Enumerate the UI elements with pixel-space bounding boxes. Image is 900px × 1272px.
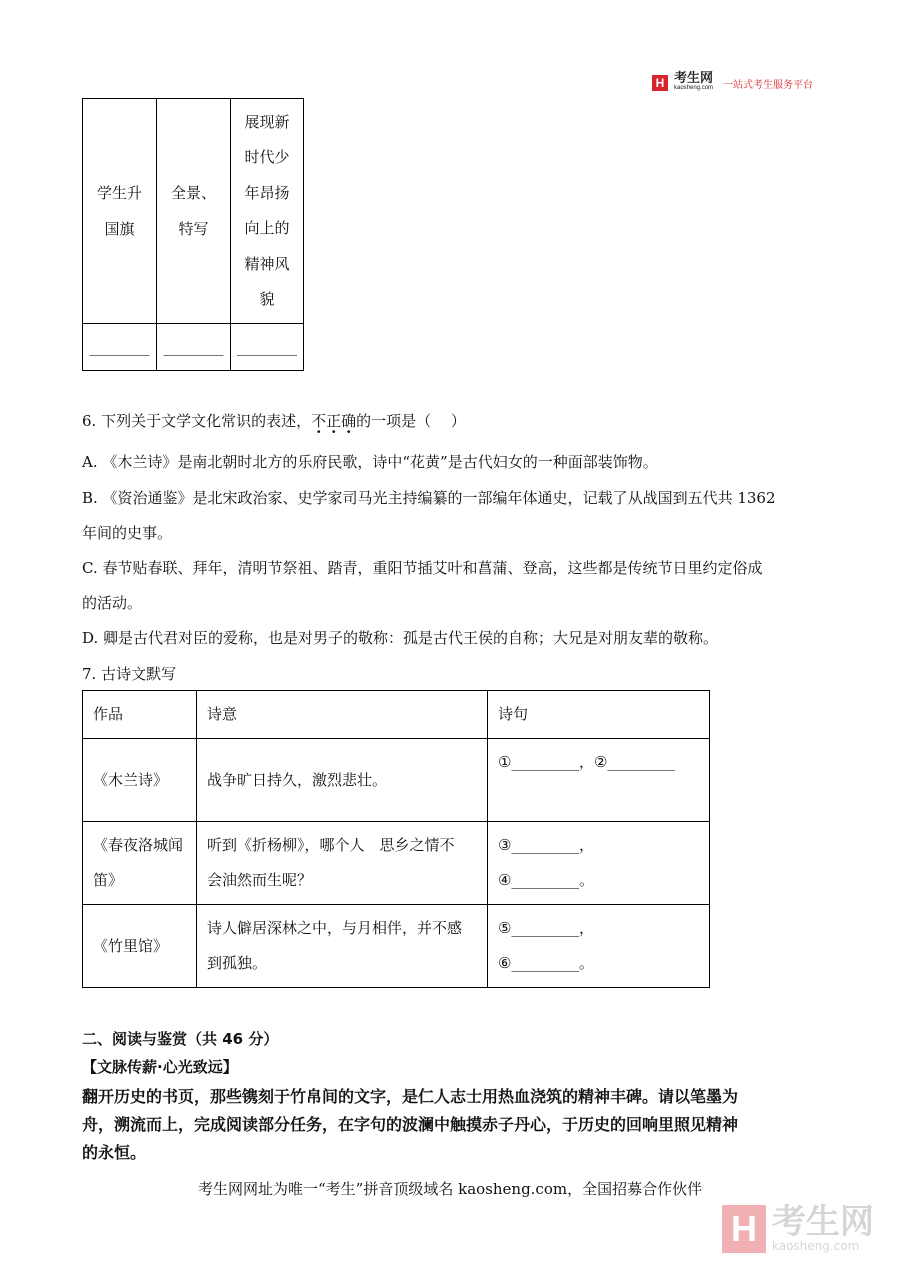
header-work: 作品 [83, 691, 197, 739]
cell-line: 时代少 [244, 148, 290, 166]
cell-line: 笛》 [93, 871, 124, 889]
option-b-cont: 年间的史事。 [82, 524, 173, 542]
header-meaning: 诗意 [197, 691, 488, 739]
section-subtitle: 【文脉传薪·心光致远】 [82, 1058, 238, 1076]
logo-domain: kaosheng.com [674, 85, 714, 91]
header-slogan: 一站式考生服务平台 [723, 79, 814, 91]
logo-brand: 考生网 [674, 70, 714, 85]
table-row [83, 99, 304, 324]
option-a[interactable]: A. 《木兰诗》是南北朝时北方的乐府民歌，诗中“花黄”是古代妇女的一种面部装饰物。 [82, 453, 658, 471]
answer-blanks[interactable] [488, 822, 710, 905]
blank-cell[interactable]: ________ [231, 324, 304, 371]
cell-line: 精神风 [244, 254, 290, 273]
blank-4[interactable]: ④_________。 [498, 871, 594, 889]
meaning-cell: 战争旷日持久，激烈悲壮。 [197, 739, 488, 822]
cell-line: 听到《折杨柳》，哪个人 思乡之情不 [207, 836, 455, 854]
cell-line: 年昂扬 [244, 183, 290, 202]
meaning-cell [197, 905, 488, 988]
emphasis-char: 不 [311, 412, 327, 430]
emphasis-char: 确 [341, 412, 357, 430]
shot-table [82, 98, 304, 371]
intro-line: 翻开历史的书页，那些镌刻于竹帛间的文字，是仁人志士用热血浇筑的精神丰碑。请以笔墨为 [82, 1087, 739, 1106]
header-logo [652, 72, 813, 94]
cell-line: 诗人僻居深林之中，与月相伴，并不感 [207, 919, 463, 937]
cell-line: 貌 [259, 290, 275, 308]
table-cell [83, 99, 157, 324]
answer-blanks[interactable]: ①_________，②_________ [488, 739, 710, 822]
question-6-stem [82, 410, 466, 431]
cell-line: 会油然而生呢？ [207, 871, 313, 889]
watermark-domain: kaosheng.com [772, 1239, 860, 1253]
answer-blanks[interactable] [488, 905, 710, 988]
blank-cell[interactable]: ________ [157, 324, 231, 371]
kaosheng-logo-icon: H [722, 1205, 766, 1253]
table-cell [231, 99, 304, 324]
intro-line: 舟，溯流而上，完成阅读部分任务，在字句的波澜中触摸赤子丹心，于历史的回响里照见精神 [82, 1115, 739, 1134]
stem-text: 的一项是（ ） [356, 412, 466, 430]
shot-type-cell: 全景、特写 [170, 184, 216, 238]
blank-3[interactable]: ③_________， [498, 836, 594, 854]
intro-line: 的永恒。 [82, 1143, 147, 1162]
emphasis-char: 正 [326, 412, 342, 430]
question-7-stem: 7. 古诗文默写 [82, 665, 177, 683]
cell-line: 向上的 [244, 219, 290, 237]
watermark-brand: 考生网 [772, 1202, 874, 1242]
kaosheng-logo-icon: H [652, 75, 668, 91]
table-row [83, 324, 304, 371]
table-row [83, 822, 710, 905]
option-c-cont: 的活动。 [82, 594, 143, 612]
header-lines: 诗句 [488, 691, 710, 739]
option-d[interactable]: D. 卿是古代君对臣的爱称，也是对男子的敬称：孤是古代王侯的自称；大兄是对朋友辈的敬称。 [82, 629, 719, 647]
content-cell: 学生升国旗 [96, 184, 142, 238]
work-cell: 《竹里馆》 [83, 905, 197, 988]
table-cell [157, 99, 231, 324]
page-footer: 考生网网址为唯一“考生”拼音顶级域名 kaosheng.com，全国招募合作伙伴 [198, 1180, 703, 1198]
cell-line: 到孤独。 [207, 954, 268, 972]
option-c[interactable]: C. 春节贴春联、拜年，清明节祭祖、踏青，重阳节插艾叶和菖蒲、登高，这些都是传统节日里约定俗成 [82, 559, 763, 577]
section-title: 二、阅读与鉴赏（共 46 分） [82, 1030, 279, 1048]
stem-text: 6. 下列关于文学文化常识的表述， [82, 412, 312, 430]
work-cell [83, 822, 197, 905]
meaning-cell [197, 822, 488, 905]
cell-line: 展现新 [244, 112, 290, 131]
option-b[interactable]: B. 《资治通鉴》是北宋政治家、史学家司马光主持编纂的一部编年体通史，记载了从战国到五代共 1362 [82, 489, 776, 507]
table-header-row [83, 691, 710, 739]
work-cell: 《木兰诗》 [83, 739, 197, 822]
poetry-table [82, 690, 710, 988]
watermark [722, 1202, 874, 1253]
blank-6[interactable]: ⑥_________。 [498, 954, 594, 972]
blank-5[interactable]: ⑤_________， [498, 919, 594, 937]
blank-cell[interactable]: ________ [83, 324, 157, 371]
table-row [83, 905, 710, 988]
cell-line: 《春夜洛城闻 [93, 836, 184, 854]
table-row [83, 739, 710, 822]
